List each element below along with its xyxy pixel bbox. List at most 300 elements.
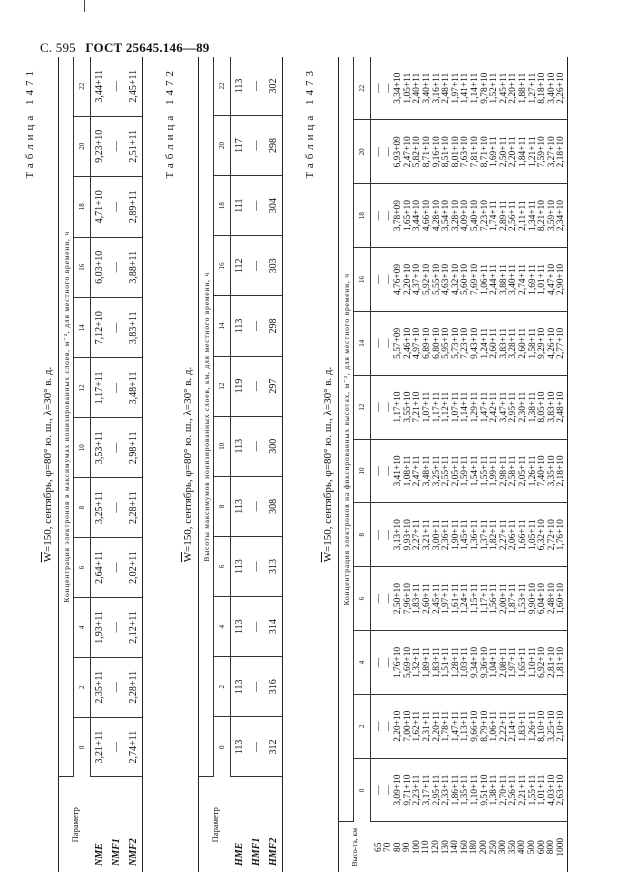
table-cell: 316 (265, 657, 283, 717)
table-cell: 1,37+11 (479, 519, 490, 551)
table-cell: 1,15+11 (469, 583, 480, 614)
height-value: 160 (459, 840, 470, 855)
hour-header: 10 (214, 416, 231, 476)
hour-header: 12 (214, 356, 231, 416)
table-cell: — (383, 274, 394, 285)
table-cell: 1,86+11 (450, 774, 461, 806)
table-cell: — (108, 298, 125, 358)
row-label: HMF2 (268, 837, 279, 866)
table-cell: 302 (265, 57, 283, 115)
group-header: Концентрация электронов в максимумах ионизированных слоев, м⁻³, для местного времени, ч (59, 57, 74, 777)
table-cell: 1,97+11 (450, 72, 461, 104)
table-cell: 1,99+11 (489, 455, 500, 487)
table-cell: 300 (265, 416, 283, 476)
table-cell: 6,04+10 (537, 583, 548, 615)
table-cell: 113 (231, 717, 249, 777)
table-cell: 313 (265, 536, 283, 596)
table-cell: 4,37+10 (412, 263, 423, 295)
table-cell: 2,50+10 (393, 583, 404, 615)
table-cell: 2,18+10 (556, 455, 567, 487)
table-cell: 1,05+11 (402, 72, 413, 104)
height-value: 70 (383, 842, 394, 852)
table-cell: 1,17+10 (393, 391, 404, 423)
hour-column (371, 248, 568, 312)
table-cell: 8,18+10 (537, 72, 548, 104)
table-cell: 1,74+11 (489, 200, 500, 231)
table-cell: 1,27+11 (527, 72, 538, 104)
row-label: NMF1 (111, 838, 122, 866)
height-value: 120 (431, 840, 442, 855)
table-cell: 3,28+11 (508, 327, 519, 359)
hour-header: 16 (354, 248, 371, 312)
table-1473-caption (322, 57, 334, 872)
table-cell: 1,05+11 (527, 519, 538, 551)
height-value: 350 (507, 840, 518, 855)
table-cell: 4,03+10 (546, 774, 557, 806)
row-label: HME (233, 842, 245, 866)
page-header (40, 40, 210, 56)
hours-row (214, 57, 231, 872)
table-1473-label: Таблица 1473 (304, 67, 316, 179)
table-cell: 2,50+11 (498, 136, 509, 168)
table-cell: 113 (231, 476, 249, 536)
table-cell: 1,03+11 (460, 647, 471, 678)
table-cell: — (108, 177, 125, 237)
table-cell: 1,17+11 (479, 583, 490, 614)
table-cell: 1,12+11 (441, 391, 452, 423)
table-cell: 1,56+11 (489, 583, 500, 614)
table-cell: 2,55+11 (441, 455, 452, 487)
table-cell: 7,63+10 (460, 136, 471, 168)
table-cell: 113 (231, 657, 249, 717)
table-cell: 2,05+11 (517, 455, 528, 487)
table-cell: 4,26+10 (546, 327, 557, 359)
table-cell: — (374, 402, 384, 412)
table-row (108, 57, 125, 872)
table-cell: 2,60+11 (421, 583, 432, 614)
table-cell: 1,01+11 (537, 774, 548, 806)
table-cell: 6,32+10 (537, 519, 548, 551)
table-cell: 8,71+10 (421, 136, 432, 168)
table-cell: — (374, 657, 384, 668)
table-cell: 7,59+10 (537, 136, 548, 168)
table-cell: 1,13+11 (460, 710, 471, 742)
table-cell: 314 (265, 597, 283, 657)
table-cell: 2,89+11 (498, 200, 509, 231)
table-cell: 2,74+11 (517, 264, 528, 295)
table-cell: 9,93+10 (402, 519, 413, 551)
table-1472 (198, 57, 283, 872)
hours-row (74, 57, 91, 872)
table-cell: 4,32+10 (450, 263, 461, 295)
table-cell: 2,89+11 (125, 177, 143, 237)
height-value: 600 (536, 840, 547, 855)
table-cell: 2,27+11 (498, 519, 509, 551)
table-cell: 7,69+10 (469, 263, 480, 295)
table-cell: 6,80+10 (431, 327, 442, 359)
table-cell: 3,83+11 (125, 298, 143, 358)
hour-column (371, 120, 568, 184)
standard-code: ГОСТ 25645.146—89 (85, 40, 210, 55)
hour-header: 14 (214, 296, 231, 356)
table-cell: 2,60+11 (489, 327, 500, 359)
table-cell: 1,07+11 (421, 391, 432, 423)
hour-header: 0 (354, 758, 371, 822)
table-cell: 1,38+11 (489, 774, 500, 806)
table-cell: 7,81+10 (469, 136, 480, 168)
table-cell: 2,33+11 (441, 774, 452, 806)
table-cell: 3,83+11 (498, 327, 509, 359)
table-cell: — (248, 356, 265, 416)
table-cell: 1,17+11 (431, 391, 442, 423)
table-cell: 1,35+11 (460, 774, 471, 806)
group-header: Концентрация электронов на фиксированных высотах, м⁻³, для местного времени, ч (339, 57, 354, 822)
table-cell: 2,40+11 (412, 72, 423, 104)
table-cell: 7,40+10 (537, 455, 548, 487)
table-cell: 4,71+10 (91, 177, 109, 237)
table-1471-caption (42, 57, 54, 872)
table-cell: 2,56+11 (508, 200, 519, 231)
row-label: NMF2 (128, 838, 139, 866)
table-cell: 2,56+11 (508, 774, 519, 806)
height-value: 200 (479, 840, 490, 855)
height-value: 400 (517, 840, 528, 855)
hour-header: 18 (214, 176, 231, 236)
hour-header: 18 (74, 177, 91, 237)
margin-mark (84, 0, 85, 12)
table-cell: 1,55+11 (479, 455, 490, 487)
table-cell: 8,05+10 (537, 391, 548, 423)
table-cell: 3,35+10 (546, 455, 557, 487)
table-cell: 297 (265, 356, 283, 416)
table-cell: — (374, 210, 384, 221)
table-cell: 1,87+11 (508, 583, 519, 614)
table-cell: 1,51+11 (441, 647, 452, 678)
table-cell: 9,23+10 (91, 116, 109, 176)
table-cell: 113 (231, 536, 249, 596)
table-cell: 2,36+11 (441, 519, 452, 551)
table-cell: 2,14+11 (508, 710, 519, 742)
table-cell: 4,66+10 (421, 200, 432, 232)
table-cell: 3,13+10 (393, 519, 404, 551)
table-cell: 3,47+11 (498, 391, 509, 423)
table-cell: 2,34+10 (556, 200, 567, 232)
table-cell: — (374, 147, 384, 157)
table-cell: — (108, 358, 125, 418)
table-cell: 6,93+09 (393, 136, 404, 168)
table-1471 (58, 57, 143, 872)
hour-header: 14 (74, 298, 91, 358)
table-cell: 2,48+10 (546, 583, 557, 615)
table-cell: 3,41+10 (393, 455, 404, 487)
table-cell: 2,23+11 (412, 774, 423, 806)
table-cell: 1,14+11 (469, 72, 480, 104)
table-cell: 7,12+10 (91, 298, 109, 358)
hour-header: 8 (214, 476, 231, 536)
table-cell: 2,81+10 (546, 646, 557, 678)
table-cell: 2,45+11 (431, 583, 442, 614)
hour-header: 4 (354, 631, 371, 695)
table-cell: 2,00+11 (498, 583, 509, 614)
table-cell: 1,34+11 (527, 200, 538, 231)
group-header: Высоты максимумов ионизированных слоев, км, для местного времени, ч (199, 57, 214, 777)
table-cell: 3,53+11 (91, 418, 109, 478)
table-cell: 113 (231, 296, 249, 356)
table-cell: 2,64+11 (91, 538, 109, 598)
table-cell: 1,97+11 (508, 647, 519, 678)
table-cell: 3,48+11 (421, 455, 432, 487)
hour-header: 22 (354, 57, 371, 120)
table-cell: — (374, 274, 384, 285)
table-cell: 1,53+11 (517, 583, 528, 614)
table-row (231, 57, 249, 872)
height-header: Высо-та, км (350, 828, 360, 867)
table-cell: 2,22+11 (498, 710, 509, 742)
table-row (91, 57, 109, 872)
table-cell: 2,20+11 (508, 72, 519, 104)
table-cell: — (248, 57, 265, 115)
table-cell: 3,27+10 (546, 136, 557, 168)
table-cell: — (383, 530, 394, 540)
table-cell: 113 (231, 57, 249, 115)
hour-column (371, 631, 568, 695)
hour-column (371, 57, 568, 120)
table-cell: 1,82+11 (489, 519, 500, 551)
table-cell: 1,61+11 (450, 583, 461, 614)
table-cell: — (383, 593, 394, 604)
table-cell: 9,16+10 (431, 136, 442, 168)
table-cell: 2,60+11 (517, 327, 528, 359)
table-cell: 1,69+11 (489, 136, 500, 168)
table-cell: 303 (265, 236, 283, 296)
table-cell: 6,92+10 (537, 646, 548, 678)
table-cell: 304 (265, 176, 283, 236)
table-cell: 3,00+11 (431, 519, 442, 551)
table-cell: 9,51+10 (479, 774, 490, 806)
table-cell: 2,31+11 (421, 710, 432, 742)
caption-text: =150, сентябрь, φ=80° ю. ш., λ=30° в. д. (322, 366, 334, 552)
caption-omega: $\overline{W}$ (42, 551, 54, 563)
table-cell: 2,18+10 (556, 136, 567, 168)
table-cell: 3,25+10 (546, 710, 557, 742)
table-cell: — (374, 466, 384, 476)
table-cell: 2,44+11 (489, 264, 500, 295)
height-value: 140 (450, 840, 461, 855)
table-cell: 2,74+11 (125, 717, 143, 777)
table-cell: 9,66+10 (469, 710, 480, 742)
caption-text: =150, сентябрь, φ=80° ю. ш., λ=30° в. д. (42, 366, 54, 552)
page-number: С. 595 (40, 40, 76, 55)
table-cell: — (108, 237, 125, 297)
table-cell: 2,95+11 (508, 391, 519, 423)
table-cell: 1,90+11 (450, 519, 461, 551)
table-cell: 1,47+11 (479, 391, 490, 423)
table-cell: 113 (231, 597, 249, 657)
row-label: NME (93, 843, 105, 866)
table-cell: 1,83+11 (431, 647, 442, 678)
height-value: 65 (373, 842, 384, 852)
hour-header: 12 (354, 375, 371, 439)
table-cell: 1,06+11 (489, 710, 500, 742)
height-value: 80 (392, 842, 403, 852)
hour-header: 8 (74, 478, 91, 538)
table-cell: 1,76+10 (556, 519, 567, 551)
table-cell: — (374, 83, 384, 93)
height-value: 1000 (555, 837, 566, 857)
table-cell: 3,59+10 (546, 200, 557, 232)
table-1472-label: Таблица 1472 (164, 67, 176, 179)
table-cell: 1,69+11 (527, 264, 538, 295)
table-cell: 4,47+10 (546, 263, 557, 295)
table-cell: 1,14+11 (460, 391, 471, 423)
table-cell: 1,01+11 (537, 264, 548, 295)
hour-header: 0 (74, 717, 91, 777)
table-cell: — (248, 597, 265, 657)
table-cell: 3,88+11 (498, 264, 509, 295)
table-cell: 1,36+11 (469, 519, 480, 551)
hour-header: 0 (214, 717, 231, 777)
table-cell: 1,08+11 (402, 455, 413, 487)
table-cell: — (248, 657, 265, 717)
table-cell: 2,48+11 (441, 72, 452, 104)
table-cell: — (248, 296, 265, 356)
table-cell: 3,83+10 (546, 391, 557, 423)
table-cell: 4,28+10 (431, 200, 442, 232)
table-cell: — (108, 418, 125, 478)
table-cell: 3,34+10 (393, 72, 404, 104)
table-cell: 3,16+11 (431, 72, 442, 104)
height-value: 180 (469, 840, 480, 855)
height-value: 130 (440, 840, 451, 855)
table-cell: 2,10+10 (556, 710, 567, 742)
table-cell: 2,45+11 (125, 57, 143, 116)
table-cell: 1,04+11 (489, 647, 500, 678)
table-cell: 9,43+10 (469, 327, 480, 359)
table-cell: 2,98+11 (498, 455, 509, 487)
table-cell: 1,88+11 (517, 72, 528, 104)
hour-header: 6 (354, 567, 371, 631)
table-cell: 1,26+11 (527, 710, 538, 742)
table-cell: 2,28+11 (125, 657, 143, 717)
param-header: Параметр (209, 807, 220, 843)
table-cell: 8,01+10 (450, 136, 461, 168)
table-cell: — (374, 338, 384, 348)
table-cell: 1,97+11 (441, 583, 452, 614)
table-cell: 1,60+10 (556, 583, 567, 615)
table-cell: 2,08+11 (498, 647, 509, 678)
table-cell: 8,21+10 (537, 200, 548, 232)
table-cell: — (108, 717, 125, 777)
table-cell: 1,54+11 (469, 455, 480, 487)
table-cell: — (383, 466, 394, 476)
table-cell: 2,05+11 (450, 455, 461, 487)
table-cell: 2,46+10 (402, 327, 413, 359)
table-cell: 2,21+11 (517, 774, 528, 806)
hour-header: 12 (74, 358, 91, 418)
hour-column (371, 311, 568, 375)
table-row (248, 57, 265, 872)
hour-header: 10 (354, 439, 371, 503)
table-cell: — (383, 785, 394, 795)
table-cell: 1,81+10 (556, 646, 567, 678)
table-cell: 7,23+10 (479, 200, 490, 232)
table-cell: 6,03+10 (91, 237, 109, 297)
hour-header: 16 (74, 237, 91, 297)
table-cell: — (108, 57, 125, 116)
table-cell: 2,30+11 (517, 391, 528, 423)
table-cell: 1,47+11 (450, 710, 461, 742)
table-cell: — (248, 115, 265, 175)
table-cell: 1,65+11 (517, 647, 528, 678)
table-cell: 5,69+10 (402, 646, 413, 678)
table-cell: — (383, 402, 394, 412)
table-cell: 2,48+10 (556, 391, 567, 423)
table-cell: — (108, 657, 125, 717)
table-cell: 1,62+11 (412, 710, 423, 742)
hour-column (371, 567, 568, 631)
hour-header: 2 (74, 657, 91, 717)
table-cell: — (383, 147, 394, 157)
table-cell: 3,25+11 (91, 478, 109, 538)
hour-header: 6 (214, 536, 231, 596)
table-cell: 5,95+10 (441, 327, 452, 359)
hour-column (371, 439, 568, 503)
table-cell: — (248, 536, 265, 596)
hour-column (371, 503, 568, 567)
caption-omega: $\overline{W}$ (182, 551, 194, 563)
table-cell: 2,06+11 (508, 519, 519, 551)
table-cell: 3,09+10 (393, 774, 404, 806)
table-cell: — (248, 416, 265, 476)
table-cell: 1,76+10 (393, 646, 404, 678)
table-cell: — (374, 721, 384, 731)
table-cell: 111 (231, 176, 249, 236)
table-cell: 4,63+10 (441, 263, 452, 295)
table-cell: — (374, 785, 384, 795)
table-cell: 7,23+10 (460, 327, 471, 359)
table-cell: 2,47+10 (402, 136, 413, 168)
param-header: Параметр (69, 807, 80, 843)
table-cell: 7,21+10 (412, 391, 423, 423)
height-value: 110 (421, 840, 432, 855)
table-cell: 1,78+11 (441, 710, 452, 742)
table-cell: 9,78+10 (479, 72, 490, 104)
rotated-content (22, 57, 612, 872)
table-cell: — (248, 236, 265, 296)
hour-column (371, 758, 568, 822)
hour-column (371, 184, 568, 248)
table-cell: 1,66+11 (517, 519, 528, 551)
table-cell: 3,25+11 (431, 455, 442, 487)
table-cell: — (248, 717, 265, 777)
table-cell: 5,57+09 (393, 327, 404, 359)
table-cell: 2,27+11 (412, 519, 423, 551)
table-cell: 5,40+10 (469, 200, 480, 232)
table-cell: — (383, 83, 394, 93)
hour-header: 18 (354, 184, 371, 248)
table-cell: 2,35+11 (91, 657, 109, 717)
table-cell: 5,55+10 (431, 263, 442, 295)
height-value: 90 (402, 842, 413, 852)
height-value: 800 (546, 840, 557, 855)
table-cell: 1,24+11 (460, 583, 471, 614)
hour-header: 2 (354, 694, 371, 758)
table-cell: 1,07+11 (450, 391, 461, 423)
table-cell: 8,79+10 (479, 710, 490, 742)
table-cell: 2,51+11 (125, 116, 143, 176)
table-cell: 2,28+11 (125, 478, 143, 538)
table-cell: 8,10+10 (537, 710, 548, 742)
